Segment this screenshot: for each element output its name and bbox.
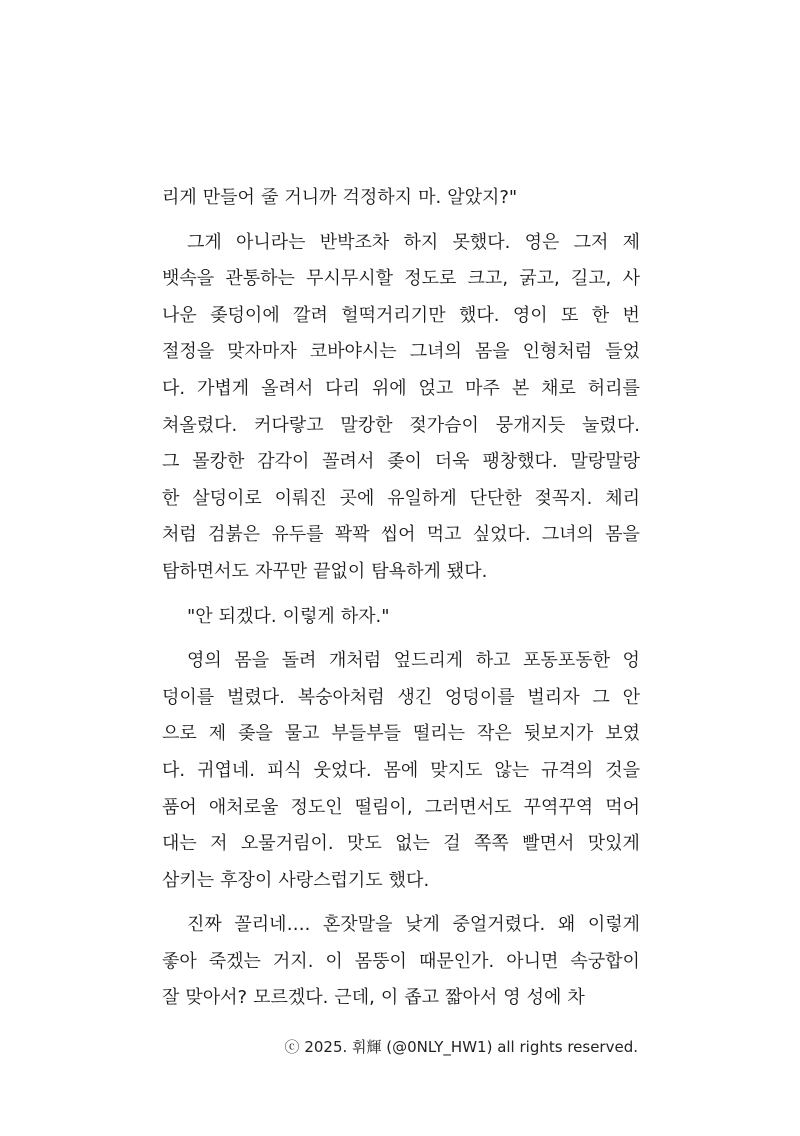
text-line: 리게 만들어 줄 거니까 걱정하지 마. 알았지?" bbox=[162, 187, 518, 208]
text-line: 그게 아니라는 반박조차 하지 못했다. 영은 그저 제 bbox=[187, 231, 640, 253]
text-line: 좋아 죽겠는 거지. 이 몸뚱이 때문인가. 아니면 속궁합이 bbox=[162, 950, 640, 972]
body-text bbox=[162, 180, 640, 1017]
text-line: 한 살덩이로 이뤄진 곳에 유일하게 단단한 젖꼭지. 체리 bbox=[162, 487, 640, 509]
text-line: "안 되겠다. 이렇게 하자." bbox=[187, 605, 390, 627]
text-line: 삼키는 후장이 사랑스럽기도 했다. bbox=[162, 869, 430, 891]
paragraph-gap bbox=[162, 635, 640, 643]
copyright-footer: ⓒ 2025. 휘輝 (@0NLY_HW1) all rights reserved. bbox=[284, 1038, 638, 1056]
text-line: 덩이를 벌렸다. 복숭아처럼 생긴 엉덩이를 벌리자 그 안 bbox=[162, 686, 640, 708]
paragraph-gap bbox=[162, 899, 640, 907]
text-line: 대는 저 오물거림이. 맛도 없는 걸 쪽쪽 빨면서 맛있게 bbox=[162, 833, 640, 855]
text-line: 절정을 맞자마자 코바야시는 그녀의 몸을 인형처럼 들었 bbox=[162, 341, 640, 363]
text-line: 잘 맞아서? 모르겠다. 근데, 이 좁고 짧아서 영 성에 차 bbox=[162, 987, 585, 1009]
text-line: 나운 좆덩이에 깔려 헐떡거리기만 했다. 영이 또 한 번 bbox=[162, 304, 640, 326]
text-line: 으로 제 좆을 물고 부들부들 떨리는 작은 뒷보지가 보였 bbox=[162, 723, 640, 745]
text-line: 다. 가볍게 올려서 다리 위에 얹고 마주 본 채로 허리를 bbox=[162, 377, 640, 399]
text-line: 다. 귀엽네. 피식 웃었다. 몸에 맞지도 않는 규격의 것을 bbox=[162, 759, 640, 781]
text-line: 영의 몸을 돌려 개처럼 엎드리게 하고 포동포동한 엉 bbox=[187, 650, 640, 672]
text-line: 품어 애처로울 정도인 떨림이, 그러면서도 꾸역꾸역 먹어 bbox=[162, 796, 640, 818]
text-line: 처럼 검붉은 유두를 꽉꽉 씹어 먹고 싶었다. 그녀의 몸을 bbox=[162, 524, 640, 546]
text-line: 진짜 꼴리네…. 혼잣말을 낮게 중얼거렸다. 왜 이렇게 bbox=[187, 914, 640, 936]
paragraph-gap bbox=[162, 591, 640, 599]
text-line: 그 몰캉한 감각이 꼴려서 좆이 더욱 팽창했다. 말랑말랑 bbox=[162, 451, 640, 473]
text-line: 탐하면서도 자꾸만 끝없이 탐욕하게 됐다. bbox=[162, 560, 488, 582]
text-line: 쳐올렸다. 커다랗고 말캉한 젖가슴이 뭉개지듯 눌렸다. bbox=[162, 414, 640, 436]
text-line: 뱃속을 관통하는 무시무시할 정도로 크고, 굵고, 길고, 사 bbox=[162, 268, 640, 290]
paragraph-gap bbox=[162, 217, 640, 225]
